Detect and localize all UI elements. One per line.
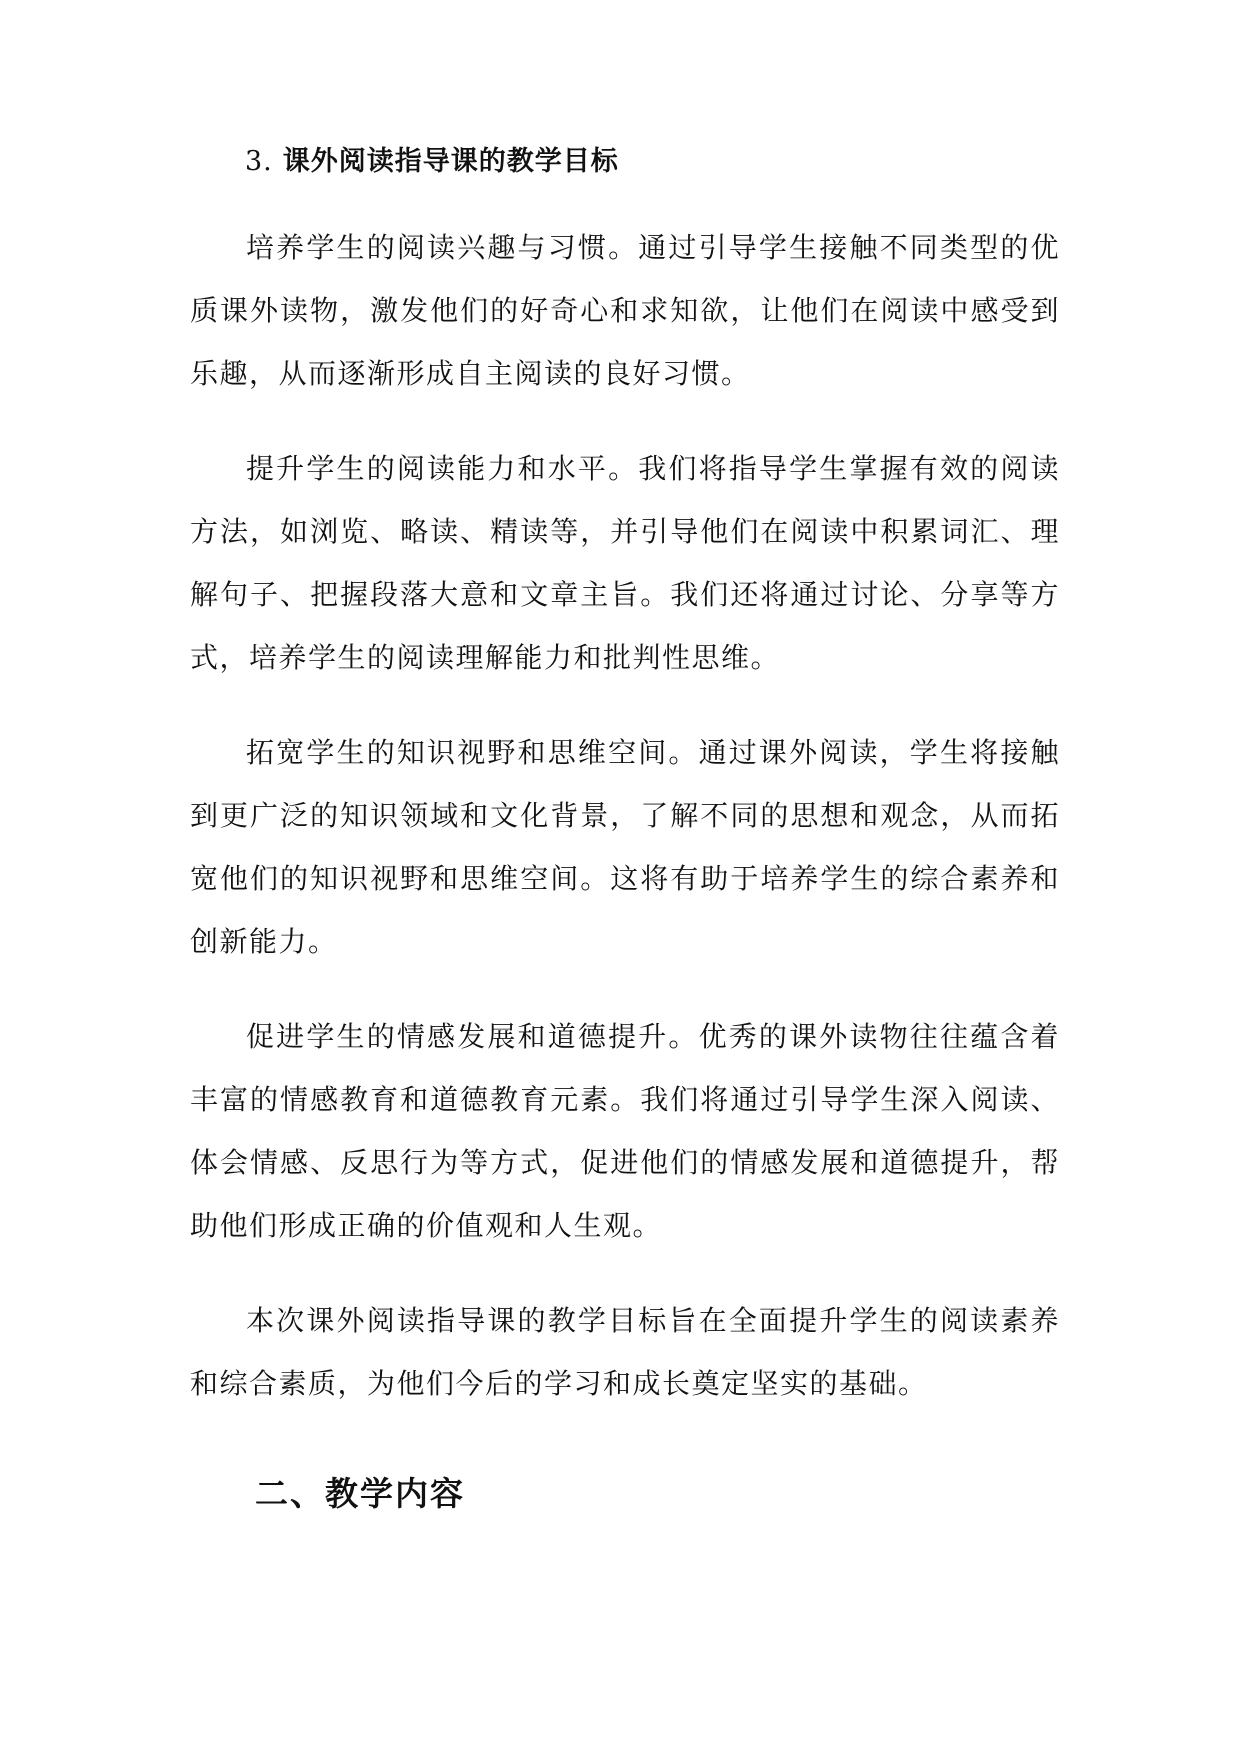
subsection-heading	[245, 142, 1060, 182]
paragraph-reading-interest: 培养学生的阅读兴趣与习惯。通过引导学生接触不同类型的优质课外读物，激发他们的好奇心和求知欲，让他们在阅读中感受到乐趣，从而逐渐形成自主阅读的良好习惯。	[190, 231, 1060, 390]
paragraph-reading-ability: 提升学生的阅读能力和水平。我们将指导学生掌握有效的阅读方法，如浏览、略读、精读等，并引导他们在阅读中积累词汇、理解句子、把握段落大意和文章主旨。我们还将通过讨论、分享等方式，培养学生的阅读理解能力和批判性思维。	[190, 452, 1060, 674]
subsection-title: 课外阅读指导课的教学目标	[282, 146, 619, 177]
paragraph-summary: 本次课外阅读指导课的教学目标旨在全面提升学生的阅读素养和综合素质，为他们今后的学习和成长奠定坚实的基础。	[190, 1304, 1060, 1400]
section-heading: 二、教学内容	[255, 1474, 465, 1513]
page-content	[190, 142, 1060, 1415]
subsection-number: 3.	[245, 146, 273, 177]
paragraph-emotional-moral: 促进学生的情感发展和道德提升。优秀的课外读物往往蕴含着丰富的情感教育和道德教育元素。我们将通过引导学生深入阅读、体会情感、反思行为等方式，促进他们的情感发展和道德提升，帮助他们形成正确的价值观和人生观。	[190, 1020, 1060, 1242]
paragraph-knowledge-horizon: 拓宽学生的知识视野和思维空间。通过课外阅读，学生将接触到更广泛的知识领域和文化背景，了解不同的思想和观念，从而拓宽他们的知识视野和思维空间。这将有助于培养学生的综合素养和创新能力。	[190, 736, 1060, 958]
